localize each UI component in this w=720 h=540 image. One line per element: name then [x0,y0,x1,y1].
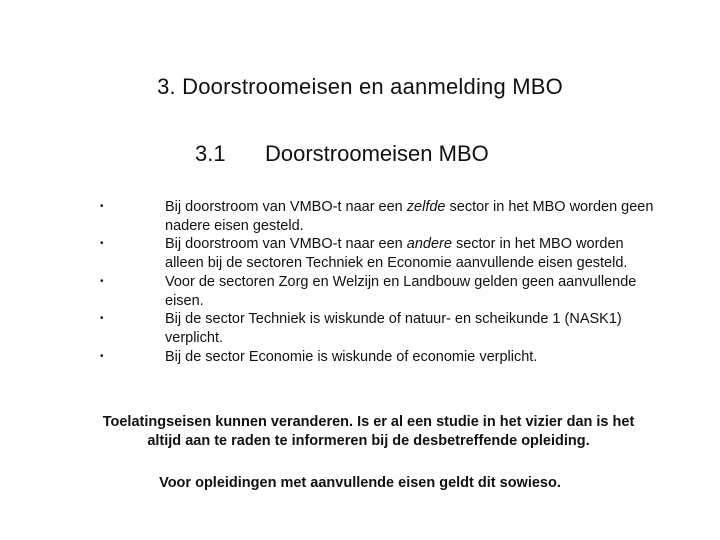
bullet-emphasis: andere [406,236,452,253]
bullet-text: Voor de sectoren Zorg en Welzijn en Landbouw gelden geen aanvullende eisen. [165,273,637,309]
bullet-emphasis: zelfde [406,199,446,215]
list-item [100,235,660,272]
bullet-icon: • [100,238,104,250]
bullet-text: Bij de sector Economie is wiskunde of economie verplicht. [165,348,538,365]
list-item [100,310,660,347]
bullet-text-before: Bij doorstroom van VMBO-t naar een [165,236,407,253]
section-number: 3.1 [195,141,226,166]
bullet-text-after: sector in het MBO worden geen nadere eisen gesteld. [165,199,654,234]
bullet-icon: • [100,275,104,287]
list-item [100,273,660,310]
bullet-text: Bij de sector Techniek is wiskunde of natuur- en scheikunde 1 (NASK1) verplicht. [165,311,622,346]
bullet-icon: • [100,201,104,212]
section-title: Doorstroomeisen MBO [265,141,489,166]
bullet-text-before: Bij doorstroom van VMBO-t naar een [165,199,407,215]
bullet-text-after: sector in het MBO worden alleen bij de sectoren Techniek en Economie aanvullende eisen gesteld. [165,236,628,272]
list-item [100,348,660,367]
list-item [100,198,660,235]
bullet-icon: • [100,313,104,325]
slide-title: 3. Doorstroomeisen en aanmelding MBO [157,74,563,99]
admission-note: Toelatingseisen kunnen veranderen. Is er al een studie in het vizier dan is het altijd aan te raden te informeren bij de desbetreffende opleiding. [102,414,635,449]
bullet-icon: • [100,350,104,362]
bullet-list [100,198,660,366]
additional-note: Voor opleidingen met aanvullende eisen geldt dit sowieso. [159,475,561,491]
